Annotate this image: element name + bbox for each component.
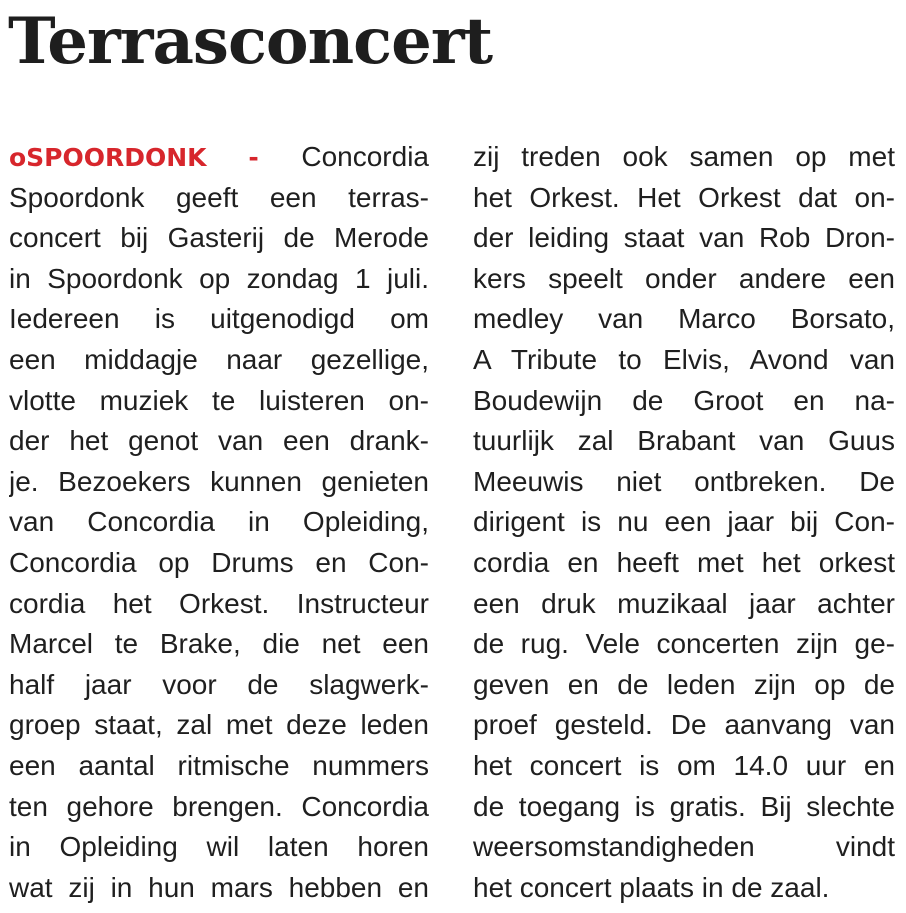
- dateline: oSPOORDONK: [9, 143, 207, 172]
- text-line: in Spoordonk op zondag 1 juli.: [9, 262, 429, 294]
- left-column-lines: [9, 178, 429, 909]
- text-line: Meeuwis niet ontbreken. De: [473, 465, 895, 497]
- headline: Terrasconcert: [8, 4, 493, 79]
- lead-line: [9, 137, 429, 178]
- text-line: zij treden ook samen op met: [473, 141, 895, 172]
- text-line: groep staat, zal met deze leden: [9, 709, 429, 741]
- text-line: der het genot van een drank-: [9, 425, 429, 457]
- article-column-right: [473, 137, 895, 908]
- text-line: van Concordia in Opleiding,: [9, 506, 429, 538]
- text-line: cordia en heeft met het orkest: [473, 546, 895, 578]
- text-line: vlotte muziek te luisteren on-: [9, 384, 429, 416]
- text-line: het Orkest. Het Orkest dat on-: [473, 181, 895, 213]
- text-line: wat zij in hun mars hebben en: [9, 871, 429, 903]
- dateline-group: [9, 137, 259, 178]
- text-line: ten gehore brengen. Concordia: [9, 790, 429, 822]
- text-line: Concordia op Drums en Con-: [9, 546, 429, 578]
- text-line: cordia het Orkest. Instructeur: [9, 587, 429, 619]
- text-line: dirigent is nu een jaar bij Con-: [473, 506, 895, 538]
- text-line: A Tribute to Elvis, Avond van: [473, 343, 895, 375]
- dateline-dash: -: [248, 143, 259, 172]
- text-line: geven en de leden zijn op de: [473, 668, 895, 700]
- text-line: half jaar voor de slagwerk-: [9, 668, 429, 700]
- text-line: proef gesteld. De aanvang van: [473, 709, 895, 741]
- text-line: kers speelt onder andere een: [473, 262, 895, 294]
- text-line: weersomstandigheden vindt: [473, 831, 895, 863]
- text-line: de rug. Vele concerten zijn ge-: [473, 628, 895, 660]
- text-line: Iedereen is uitgenodigd om: [9, 303, 429, 335]
- text-line: concert bij Gasterij de Merode: [9, 222, 429, 254]
- text-line: Boudewijn de Groot en na-: [473, 384, 895, 416]
- text-line: Spoordonk geeft een terras-: [9, 181, 429, 213]
- right-column-lines: [473, 137, 895, 908]
- text-line: je. Bezoekers kunnen genieten: [9, 465, 429, 497]
- text-line: medley van Marco Borsato,: [473, 303, 895, 335]
- text-line: der leiding staat van Rob Dron-: [473, 222, 895, 254]
- text-line: het concert is om 14.0 uur en: [473, 749, 895, 781]
- text-line: een druk muzikaal jaar achter: [473, 587, 895, 619]
- text-line: de toegang is gratis. Bij slechte: [473, 790, 895, 822]
- text-line: tuurlijk zal Brabant van Guus: [473, 425, 895, 457]
- text-line: een middagje naar gezellige,: [9, 343, 429, 375]
- text-line: in Opleiding wil laten horen: [9, 831, 429, 863]
- text-line: een aantal ritmische nummers: [9, 749, 429, 781]
- article-column-left: [9, 137, 429, 908]
- text-line: Marcel te Brake, die net een: [9, 628, 429, 660]
- text-line: het concert plaats in de zaal.: [473, 871, 830, 903]
- lead-line-text: Concordia: [301, 141, 429, 172]
